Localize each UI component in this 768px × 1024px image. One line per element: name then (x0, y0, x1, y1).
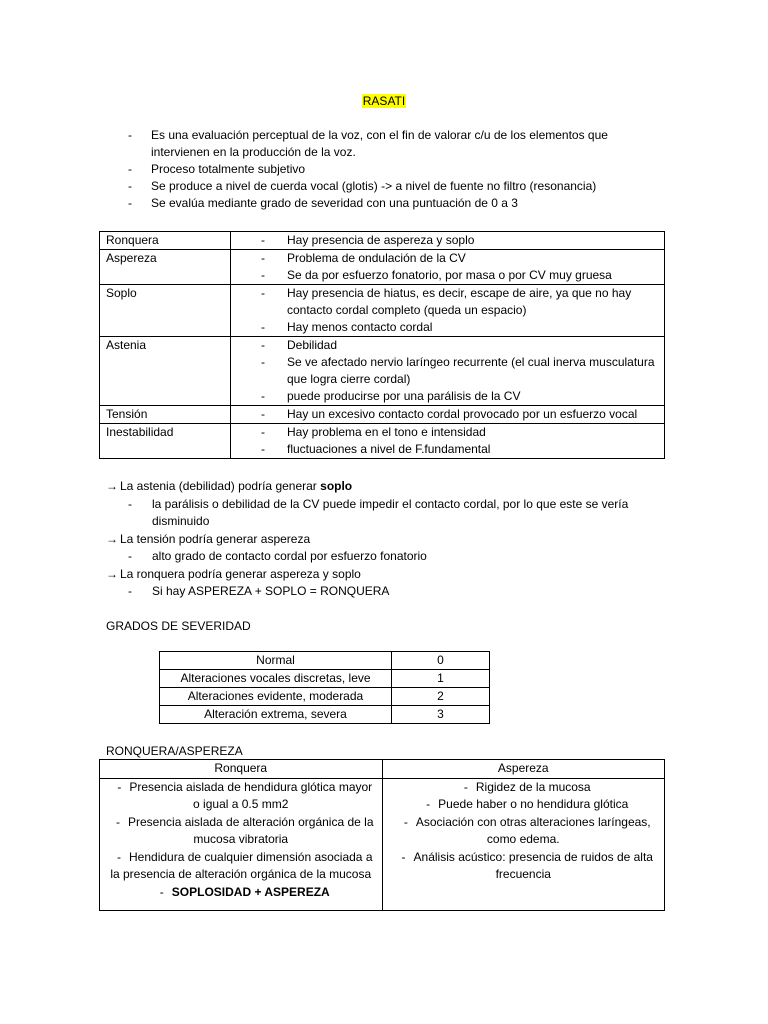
note-emphasis: soplo (320, 479, 353, 493)
note-subitem: - alto grado de contacto cordal por esfuerzo fonatorio (106, 548, 666, 566)
table-row (100, 250, 665, 285)
list-item: - Presencia aislada de alteración orgánica de la mucosa vibratoria (116, 814, 374, 846)
list-item: - Debilidad (261, 337, 658, 354)
parameter-desc (231, 424, 665, 459)
list-item: - Hendidura de cualquier dimensión asociada a la presencia de alteración orgánica de la mucosa (110, 849, 373, 881)
list-item: - Hay problema en el tono e intensidad (261, 424, 658, 441)
table-row (100, 406, 665, 424)
note-text: La tensión podría generar aspereza (120, 531, 311, 546)
severity-label: Alteraciones evidente, moderada (160, 688, 392, 706)
severity-label: Normal (160, 652, 392, 670)
table-row (160, 688, 490, 706)
arrow-right-icon: → (106, 566, 118, 581)
parameter-desc (231, 250, 665, 285)
comparison-heading: RONQUERA/ASPEREZA (106, 744, 243, 758)
parameter-name: Aspereza (100, 250, 231, 285)
list-item: - Se ve afectado nervio laríngeo recurrente (el cual inerva musculatura que logra cierre cordal) (261, 354, 658, 388)
aspereza-cell (382, 778, 665, 910)
severity-heading: GRADOS DE SEVERIDAD (106, 619, 251, 633)
list-item: - Puede haber o no hendidura glótica (426, 797, 629, 811)
list-item: - Hay menos contacto cordal (261, 319, 658, 336)
notes-section (106, 478, 666, 601)
parameter-name: Ronquera (100, 232, 231, 250)
parameter-desc (231, 406, 665, 424)
table-row (160, 670, 490, 688)
list-item: - Hay presencia de hiatus, es decir, escape de aire, ya que no hay contacto cordal completo (queda un espacio) (261, 285, 658, 319)
column-header-ronquera: Ronquera (100, 760, 383, 779)
list-item: - Se da por esfuerzo fonatorio, por masa o por CV muy gruesa (261, 267, 658, 284)
intro-item: - Proceso totalmente subjetivo (128, 161, 648, 178)
parameter-name: Astenia (100, 337, 231, 406)
note-subitem: - la parálisis o debilidad de la CV puede impedir el contacto cordal, por lo que este se vería disminuido (106, 496, 666, 531)
page-title: RASATI (362, 94, 406, 108)
title-wrap (0, 94, 768, 109)
list-item: - SOPLOSIDAD + ASPEREZA (159, 884, 330, 899)
list-item: - Análisis acústico: presencia de ruidos de alta frecuencia (401, 849, 653, 881)
table-row (100, 778, 665, 910)
note-line (106, 566, 666, 584)
comparison-table (99, 759, 665, 911)
list-item: - Hay un excesivo contacto cordal provocado por un esfuerzo vocal (261, 406, 658, 423)
note-text: La astenia (debilidad) podría generar (120, 479, 321, 493)
intro-list (128, 127, 648, 212)
severity-table (159, 651, 490, 724)
table-row (160, 652, 490, 670)
parameter-name: Soplo (100, 285, 231, 337)
intro-item: - Se evalúa mediante grado de severidad con una puntuación de 0 a 3 (128, 195, 648, 212)
list-item: - Asociación con otras alteraciones laríngeas, como edema. (403, 814, 651, 846)
column-header-aspereza: Aspereza (382, 760, 665, 779)
ronquera-cell (100, 778, 383, 910)
severity-label: Alteraciones vocales discretas, leve (160, 670, 392, 688)
list-item: - Rigidez de la mucosa (463, 779, 591, 794)
list-item: - puede producirse por una parálisis de la CV (261, 388, 658, 405)
severity-value: 1 (392, 670, 490, 688)
parameter-desc (231, 337, 665, 406)
note-line (106, 478, 666, 496)
intro-item: - Es una evaluación perceptual de la voz, con el fin de valorar c/u de los elementos que intervienen en la producción de la voz. (128, 127, 648, 161)
parameter-name: Tensión (100, 406, 231, 424)
table-header-row (100, 760, 665, 779)
severity-value: 2 (392, 688, 490, 706)
table-row (100, 285, 665, 337)
note-subitem: - Si hay ASPEREZA + SOPLO = RONQUERA (106, 583, 666, 601)
table-row (160, 706, 490, 724)
parameter-desc (231, 232, 665, 250)
table-row (100, 337, 665, 406)
severity-label: Alteración extrema, severa (160, 706, 392, 724)
list-item: - fluctuaciones a nivel de F.fundamental (261, 441, 658, 458)
list-item: - Problema de ondulación de la CV (261, 250, 658, 267)
list-item: - Hay presencia de aspereza y soplo (261, 232, 658, 249)
note-line (106, 531, 666, 549)
arrow-right-icon: → (106, 479, 118, 493)
intro-item: - Se produce a nivel de cuerda vocal (glotis) -> a nivel de fuente no filtro (resonancia) (128, 178, 648, 195)
severity-value: 3 (392, 706, 490, 724)
table-row (100, 232, 665, 250)
table-row (100, 424, 665, 459)
parameter-desc (231, 285, 665, 337)
note-text: La ronquera podría generar aspereza y soplo (120, 566, 361, 581)
parameter-name: Inestabilidad (100, 424, 231, 459)
arrow-right-icon: → (106, 531, 118, 546)
severity-value: 0 (392, 652, 490, 670)
list-item: - Presencia aislada de hendidura glótica mayor o igual a 0.5 mm2 (117, 779, 373, 811)
parameters-table (99, 231, 665, 459)
